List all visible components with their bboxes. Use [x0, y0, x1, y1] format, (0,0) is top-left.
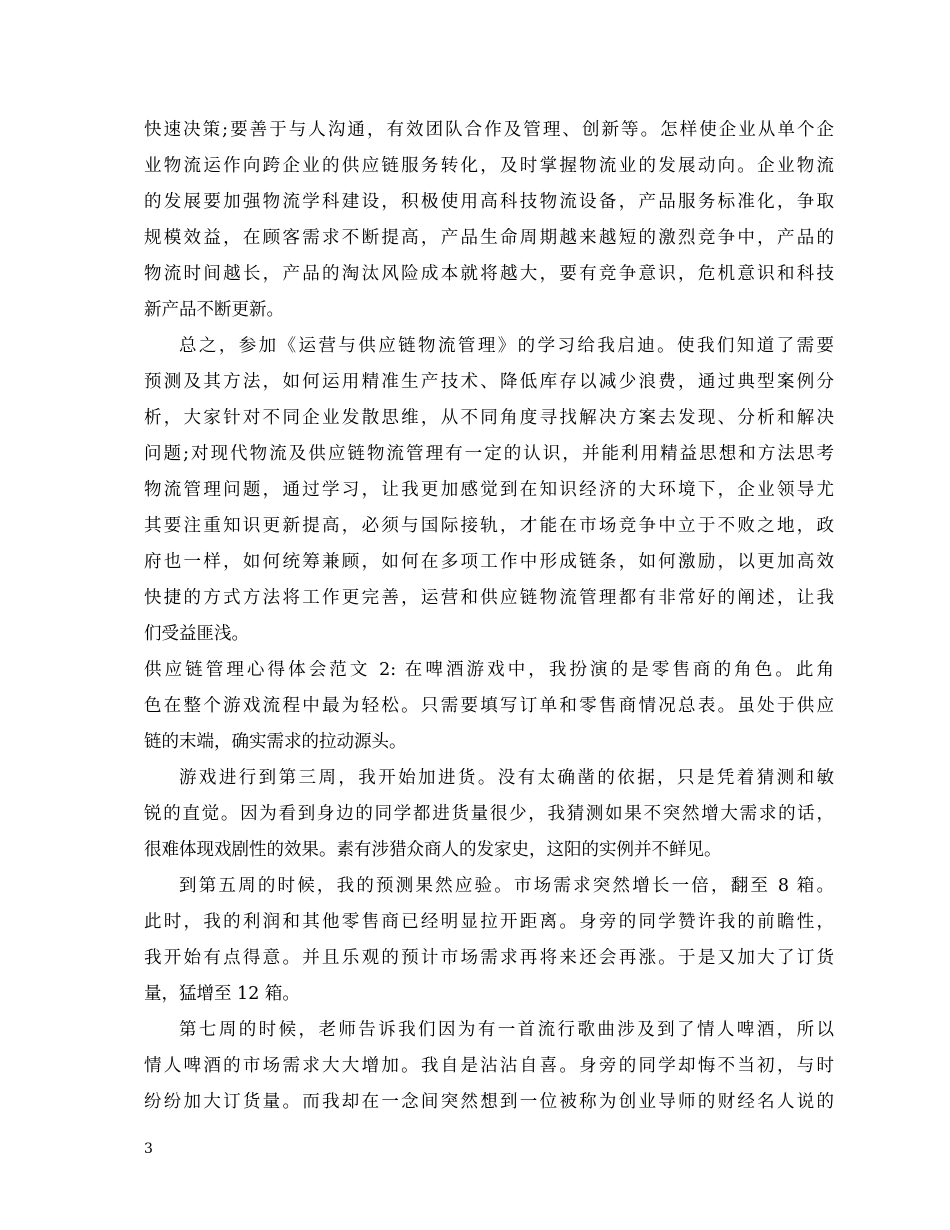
text-line: 快速决策;要善于与人沟通，有效团队合作及管理、创新等。怎样使企业从单个企 [144, 120, 834, 140]
text-line: 锐的直觉。因为看到身边的同学都进货量很少，我猜测如果不突然增大需求的话， [144, 804, 834, 824]
text-line: 物流时间越长，产品的淘汰风险成本就将越大，要有竞争意识，危机意识和科技 [144, 264, 834, 284]
text-line: 问题;对现代物流及供应链物流管理有一定的认识，并能利用精益思想和方法思考 [144, 444, 834, 464]
text-line: 物流管理问题，通过学习，让我更加感觉到在知识经济的大环境下，企业领导尤 [144, 480, 834, 500]
text-line: 府也一样，如何统筹兼顾，如何在多项工作中形成链条，如何激励，以更加高效 [144, 552, 834, 572]
text-line: 很难体现戏剧性的效果。素有涉猎众商人的发家史，这阳的实例并不鲜见。 [144, 840, 722, 860]
body-text [144, 112, 834, 1120]
text-line: 总之，参加《运营与供应链物流管理》的学习给我启迪。使我们知道了需要 [179, 336, 834, 356]
text-line: 供应链管理心得体会范文 2: 在啤酒游戏中，我扮演的是零售商的角色。此角 [144, 660, 834, 680]
text-line: 情人啤酒的市场需求大大增加。我自是沾沾自喜。身旁的同学却悔不当初，与时 [144, 1056, 834, 1076]
text-line: 快捷的方式方法将工作更完善，运营和供应链物流管理都有非常好的阐述，让我 [144, 588, 834, 608]
text-line: 业物流运作向跨企业的供应链服务转化，及时掌握物流业的发展动向。企业物流 [144, 156, 834, 176]
text-line: 预测及其方法，如何运用精准生产技术、降低库存以减少浪费，通过典型案例分 [144, 372, 834, 392]
text-line: 纷纷加大订货量。而我却在一念间突然想到一位被称为创业导师的财经名人说的 [144, 1092, 834, 1112]
page-number: 3 [144, 1141, 153, 1157]
text-line: 量，猛增至 12 箱。 [144, 984, 300, 1004]
text-line: 新产品不断更新。 [144, 300, 284, 320]
text-line: 的发展要加强物流学科建设，积极使用高科技物流设备，产品服务标准化，争取 [144, 192, 834, 212]
text-line: 其要注重知识更新提高，必须与国际接轨，才能在市场竞争中立于不败之地，政 [144, 516, 834, 536]
text-line: 游戏进行到第三周，我开始加进货。没有太确凿的依据，只是凭着猜测和敏 [179, 768, 834, 788]
text-line: 第七周的时候，老师告诉我们因为有一首流行歌曲涉及到了情人啤酒，所以 [179, 1020, 834, 1040]
text-line: 色在整个游戏流程中最为轻松。只需要填写订单和零售商情况总表。虽处于供应 [144, 696, 834, 716]
text-line: 链的末端，确实需求的拉动源头。 [144, 732, 407, 752]
text-line: 们受益匪浅。 [144, 624, 249, 644]
text-line: 我开始有点得意。并且乐观的预计市场需求再将来还会再涨。于是又加大了订货 [144, 948, 834, 968]
text-line: 此时，我的利润和其他零售商已经明显拉开距离。身旁的同学赞许我的前瞻性， [144, 912, 834, 932]
text-line: 析，大家针对不同企业发散思维，从不同角度寻找解决方案去发现、分析和解决 [144, 408, 834, 428]
text-line: 规模效益，在顾客需求不断提高，产品生命周期越来越短的激烈竞争中，产品的 [144, 228, 834, 248]
text-line: 到第五周的时候，我的预测果然应验。市场需求突然增长一倍，翻至 8 箱。 [179, 876, 834, 896]
